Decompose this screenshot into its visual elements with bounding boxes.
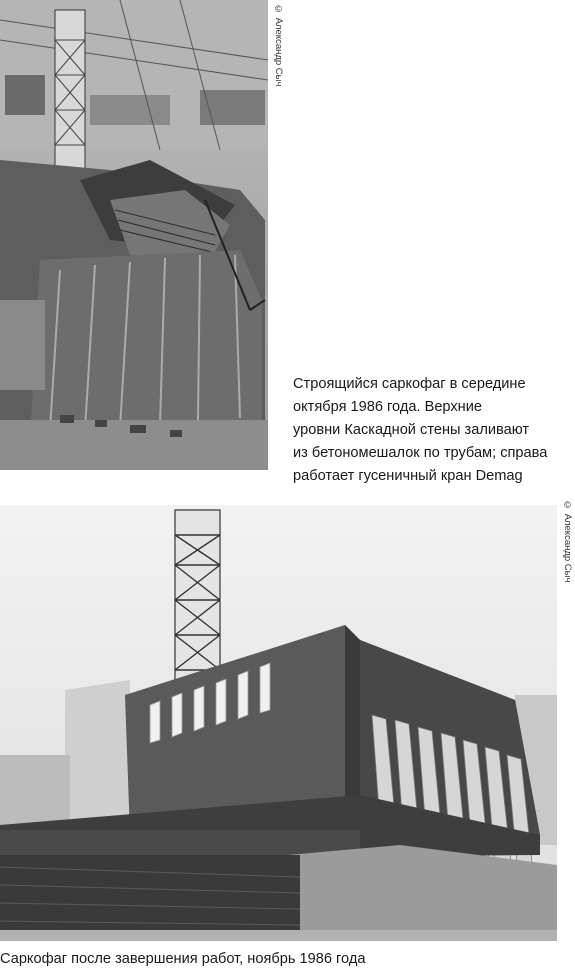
caption-top <box>293 373 573 488</box>
caption-top-line: октября 1986 года. Верхние <box>293 399 483 415</box>
caption-top-line: уровни Каскадной стены заливают <box>293 422 530 438</box>
photo-sarcophagus-construction <box>0 0 268 470</box>
caption-top-line: из бетономешалок по трубам; справа <box>293 445 548 461</box>
caption-top-line: работает гусеничный кран Demag <box>293 468 523 484</box>
photo-credit-top: © Александр Сыч <box>273 4 284 87</box>
caption-top-line: Строящийся саркофаг в середине <box>293 376 526 392</box>
photo-credit-bottom: © Александр Сыч <box>562 500 573 583</box>
caption-bottom: Саркофаг после завершения работ, ноябрь 1986 года <box>0 951 366 967</box>
photo-sarcophagus-completed <box>0 505 557 941</box>
